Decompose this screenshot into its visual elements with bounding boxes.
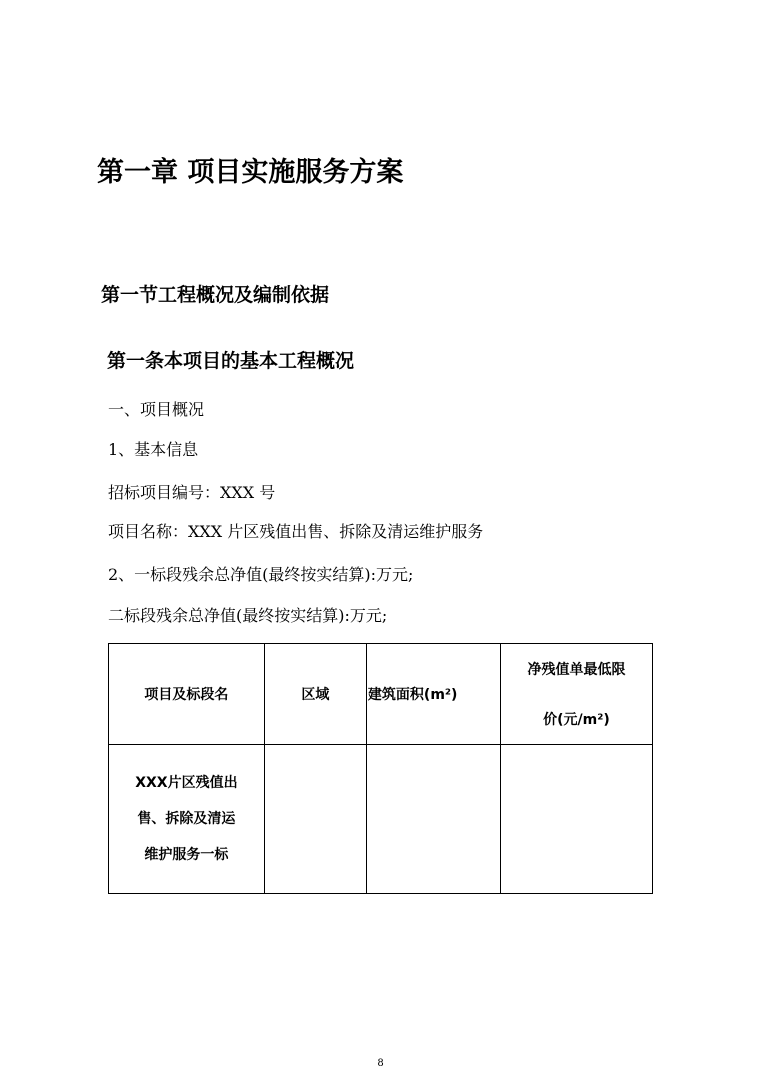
cell-region	[264, 745, 366, 894]
header-building-area	[366, 644, 500, 745]
header-region-label: 区域	[301, 687, 330, 703]
chapter-title: 第一章 项目实施服务方案	[97, 157, 404, 188]
cell-building-area	[366, 745, 500, 894]
paragraph-tender-number: 招标项目编号：XXX 号	[108, 483, 276, 502]
paragraph-project-name: 项目名称：XXX 片区残值出售、拆除及清运维护服务	[108, 522, 484, 541]
cell-name-line2: 售、拆除及清运	[137, 811, 236, 827]
paragraph-lot1-net-value: 2、一标段残余总净值(最终按实结算):万元;	[108, 565, 414, 584]
paragraph-project-overview: 一、项目概况	[108, 400, 205, 419]
project-info-table	[108, 643, 653, 894]
table-row	[109, 745, 653, 894]
article-title: 第一条本项目的基本工程概况	[107, 350, 355, 372]
table-header-row	[109, 644, 653, 745]
header-project-section-name	[109, 644, 265, 745]
paragraph-basic-info: 1、基本信息	[108, 440, 199, 459]
cell-name-line3: 维护服务一标	[144, 847, 229, 863]
header-net-value-line2: 价(元/m²)	[543, 712, 610, 728]
page-number: 8	[377, 1058, 384, 1069]
cell-net-value	[500, 745, 652, 894]
header-net-value	[500, 644, 652, 745]
header-building-area-label: 建筑面积(m²)	[367, 687, 458, 703]
cell-project-section-name	[109, 745, 265, 894]
header-project-section-name-label: 项目及标段名	[144, 687, 229, 703]
section-title: 第一节工程概况及编制依据	[101, 284, 330, 306]
header-region	[264, 644, 366, 745]
header-net-value-line1: 净残值单最低限	[527, 662, 626, 678]
cell-name-line1: XXX片区残值出	[135, 775, 238, 791]
paragraph-lot2-net-value: 二标段残余总净值(最终按实结算):万元;	[108, 606, 388, 625]
